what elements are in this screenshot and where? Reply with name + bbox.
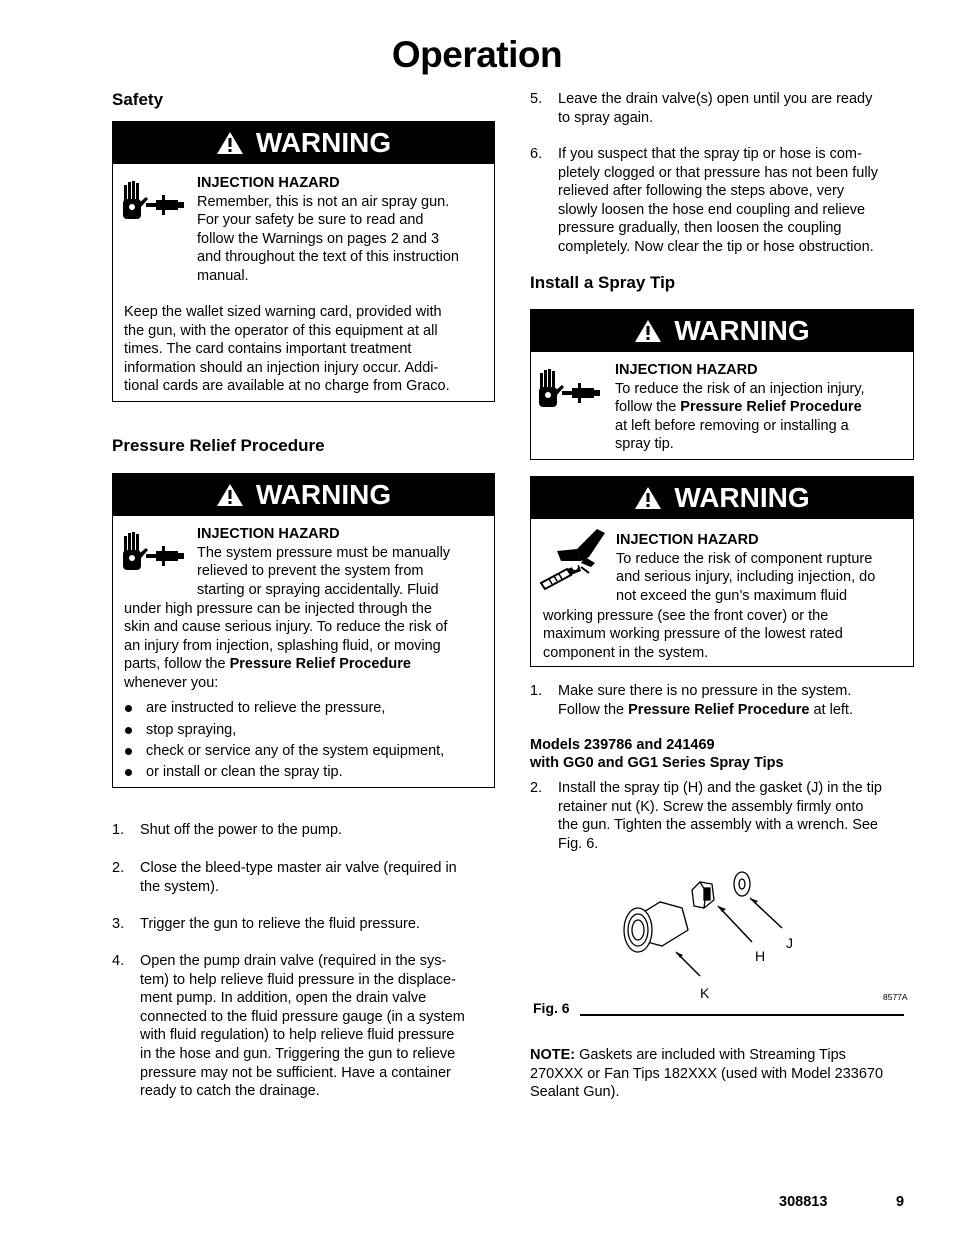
- hazard-line: and throughout the text of this instruction: [197, 249, 459, 266]
- warning-text-line: maximum working pressure of the lowest rated: [543, 626, 843, 643]
- hazard-line: manual.: [197, 267, 249, 284]
- warning-text-line: tional cards are available at no charge from Graco.: [124, 378, 450, 395]
- hazard-line: at left before removing or installing a: [615, 417, 849, 434]
- page-title: Operation: [391, 34, 563, 75]
- figure-caption-rule: [580, 1014, 904, 1016]
- warning-triangle-icon: [216, 131, 244, 155]
- warning-bar: [113, 474, 494, 516]
- warning-bar: [531, 477, 913, 519]
- warning-bar: [531, 310, 913, 352]
- component-rupture-icon: [537, 527, 607, 591]
- warning-text-line: component in the system.: [543, 644, 709, 661]
- install-spray-tip-heading: Install a Spray Tip: [530, 273, 676, 292]
- document-number: 308813: [779, 1194, 828, 1210]
- figure-label-k: K: [700, 985, 710, 1001]
- hazard-line: and serious injury, including injection, do: [616, 569, 876, 586]
- hazard-line: not exceed the gun’s maximum fluid: [616, 587, 848, 604]
- hazard-line: To reduce the risk of component rupture: [616, 550, 873, 567]
- warning-label: WARNING: [674, 482, 810, 513]
- warning-bar: [113, 122, 494, 164]
- figure-code: 8577A: [883, 992, 908, 1002]
- figure-label-j: J: [786, 935, 793, 951]
- warning-text-line: whenever you:: [124, 674, 219, 691]
- hazard-title: INJECTION HAZARD: [197, 175, 340, 191]
- hazard-title: INJECTION HAZARD: [197, 526, 340, 542]
- pressure-relief-procedure-ref: Pressure Relief Procedure: [680, 399, 862, 416]
- warning-triangle-icon: [634, 486, 662, 510]
- hazard-line: starting or spraying accidentally. Fluid: [197, 581, 439, 598]
- warning-text-line: working pressure (see the front cover) or the: [543, 607, 829, 624]
- hazard-line: follow the Warnings on pages 2 and 3: [197, 230, 440, 247]
- figure-label-h: H: [755, 948, 766, 964]
- hazard-title: INJECTION HAZARD: [616, 532, 759, 548]
- spray-tip-assembly-figure: [600, 868, 810, 978]
- tip-warning-box: [530, 309, 914, 460]
- warning-triangle-icon: [634, 319, 662, 343]
- hazard-line: relieved to prevent the system from: [197, 563, 424, 580]
- warning-text-line: an injury from injection, splashing fluid, or moving: [124, 637, 441, 654]
- warning-text-line: the gun, with the operator of this equipment at all: [124, 322, 438, 339]
- pressure-relief-procedure-ref: Pressure Relief Procedure: [229, 656, 411, 673]
- warning-label: WARNING: [255, 127, 392, 158]
- warning-triangle-icon: [216, 483, 244, 507]
- injection-hazard-icon: [122, 530, 186, 572]
- relief-warning-box: WARNING INJECTION HAZARD The system pressure must be manually relieved to prevent the system from starting or spraying accidentally. Fluid under high pressure can be injected through the skin and cause serious injury. To reduce the risk of an injury from injection, splashing fluid, or moving parts, follow the Pressure Relief Procedure whenever you: are instructed to relieve the pressure, stop spraying, check or service any of the system equipment, or install or clean the spray tip.: [112, 473, 495, 788]
- injection-hazard-icon: [122, 179, 186, 221]
- warning-text-line: Keep the wallet sized warning card, provided with: [124, 304, 442, 320]
- safety-heading: Safety: [112, 90, 164, 109]
- hazard-line: follow the Pressure Relief Procedure: [615, 399, 862, 416]
- injection-hazard-icon: [538, 367, 602, 409]
- pressure-relief-heading: Pressure Relief Procedure: [112, 436, 325, 455]
- warning-text-line: under high pressure can be injected through the: [124, 600, 432, 617]
- warning-label: WARNING: [674, 315, 810, 346]
- hazard-line: For your safety be sure to read and: [197, 212, 424, 229]
- hazard-line: spray tip.: [615, 436, 674, 453]
- hazard-title: INJECTION HAZARD: [615, 362, 758, 378]
- models-heading: Models 239786 and 241469 with GG0 and GG1 Series Spray Tips: [530, 737, 784, 771]
- page-number: 9: [896, 1194, 905, 1210]
- rupture-warning-box: [530, 476, 914, 667]
- warning-text-line: times. The card contains important treatment: [124, 341, 412, 358]
- warning-text-line: parts, follow the Pressure Relief Procedure: [124, 656, 411, 673]
- warning-text-line: information should an injection injury occur. Addi-: [124, 359, 439, 376]
- hazard-line: Remember, this is not an air spray gun.: [197, 193, 450, 210]
- note: NOTE: Gaskets are included with Streaming Tips 270XXX or Fan Tips 182XXX (used with Model 233670 Sealant Gun).: [530, 1047, 884, 1101]
- safety-warning-box: [112, 121, 495, 402]
- warning-label: WARNING: [255, 479, 392, 510]
- note-label: NOTE:: [530, 1047, 576, 1063]
- hazard-line: The system pressure must be manually: [197, 544, 451, 561]
- hazard-line: To reduce the risk of an injection injury,: [615, 380, 865, 397]
- pressure-relief-procedure-ref: Pressure Relief Procedure: [628, 701, 810, 718]
- warning-text-line: skin and cause serious injury. To reduce the risk of: [124, 619, 448, 636]
- figure-caption: Fig. 6: [533, 1000, 570, 1016]
